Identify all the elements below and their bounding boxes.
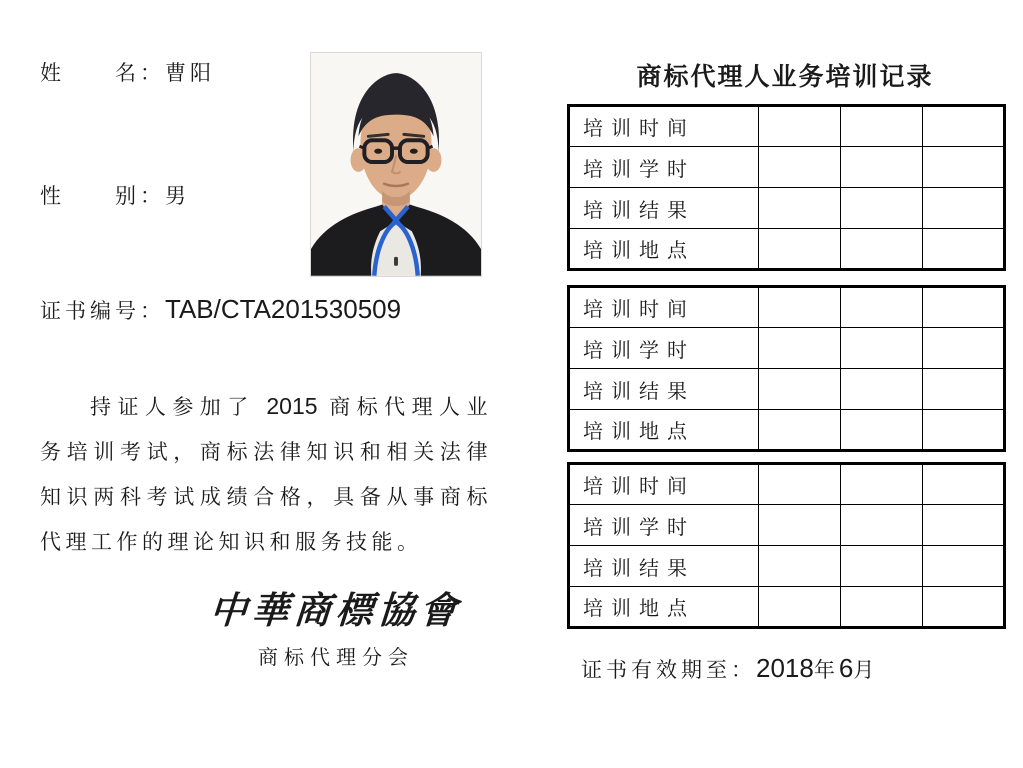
name-label: 姓 名：	[40, 61, 165, 85]
row-label-result: 培训结果	[569, 546, 759, 587]
empty-cell	[923, 147, 1005, 188]
empty-cell	[759, 147, 841, 188]
table-row	[569, 410, 1005, 451]
empty-cell	[759, 410, 841, 451]
statement-part2: 商标代理人业务培训考试，商标法律知识和相关法律知识两科考试成绩合格，具备从事商标代理工作的理论知识和服务技能。	[40, 395, 493, 554]
certificate-number-value: TAB/CTA201530509	[165, 294, 402, 324]
empty-cell	[923, 369, 1005, 410]
empty-cell	[923, 410, 1005, 451]
row-label-result: 培训结果	[569, 188, 759, 229]
table-row	[569, 587, 1005, 628]
row-label-hours: 培训学时	[569, 147, 759, 188]
empty-cell	[841, 546, 923, 587]
training-table-3	[567, 462, 1006, 629]
certificate-number-row	[40, 294, 401, 325]
empty-cell	[841, 147, 923, 188]
validity-month-suffix: 月	[853, 658, 879, 682]
row-label-location: 培训地点	[569, 229, 759, 270]
validity-year: 2018	[756, 653, 814, 683]
empty-cell	[841, 188, 923, 229]
row-label-time: 培训时间	[569, 464, 759, 505]
empty-cell	[841, 369, 923, 410]
id-photo	[310, 52, 482, 277]
gender-label: 性 别：	[40, 184, 165, 208]
certification-statement	[40, 384, 492, 565]
empty-cell	[841, 505, 923, 546]
empty-cell	[841, 229, 923, 270]
validity-label: 证书有效期至：	[581, 658, 756, 682]
seal-branch-name: 商标代理分会	[258, 647, 414, 669]
table-row	[569, 328, 1005, 369]
eyebrow-left	[368, 134, 388, 136]
table-row	[569, 505, 1005, 546]
table-row	[569, 188, 1005, 229]
empty-cell	[923, 505, 1005, 546]
certificate-number-label: 证书编号：	[40, 299, 165, 323]
statement-year: 2015	[266, 393, 318, 419]
eye-left	[374, 149, 382, 154]
empty-cell	[923, 287, 1005, 328]
empty-cell	[759, 188, 841, 229]
empty-cell	[923, 328, 1005, 369]
empty-cell	[759, 229, 841, 270]
empty-cell	[841, 587, 923, 628]
seal-calligraphy: 中華商標協會	[208, 591, 464, 632]
table-row	[569, 369, 1005, 410]
empty-cell	[759, 328, 841, 369]
empty-cell	[923, 106, 1005, 147]
holder-gender-row	[40, 180, 190, 210]
validity-month: 6	[838, 653, 854, 683]
row-label-hours: 培训学时	[569, 505, 759, 546]
empty-cell	[759, 106, 841, 147]
table-row	[569, 229, 1005, 270]
eye-right	[410, 149, 418, 154]
row-label-result: 培训结果	[569, 369, 759, 410]
holder-name-row	[40, 57, 215, 87]
empty-cell	[759, 505, 841, 546]
empty-cell	[759, 464, 841, 505]
empty-cell	[923, 546, 1005, 587]
statement-part1: 持证人参加了	[90, 395, 267, 419]
empty-cell	[759, 546, 841, 587]
empty-cell	[759, 587, 841, 628]
empty-cell	[923, 229, 1005, 270]
row-label-location: 培训地点	[569, 587, 759, 628]
empty-cell	[841, 287, 923, 328]
empty-cell	[841, 410, 923, 451]
id-photo-illustration	[311, 53, 481, 276]
empty-cell	[759, 287, 841, 328]
table-row	[569, 546, 1005, 587]
training-table-1	[567, 104, 1006, 271]
name-value: 曹阳	[165, 61, 215, 85]
row-label-time: 培训时间	[569, 106, 759, 147]
gender-value: 男	[165, 184, 190, 208]
training-record-title: 商标代理人业务培训记录	[636, 63, 934, 91]
zipper-pull	[394, 257, 398, 266]
empty-cell	[923, 464, 1005, 505]
empty-cell	[923, 587, 1005, 628]
empty-cell	[841, 106, 923, 147]
empty-cell	[841, 464, 923, 505]
table-row	[569, 464, 1005, 505]
row-label-location: 培训地点	[569, 410, 759, 451]
table-row	[569, 106, 1005, 147]
association-seal	[186, 580, 486, 670]
row-label-time: 培训时间	[569, 287, 759, 328]
empty-cell	[923, 188, 1005, 229]
eyebrow-right	[404, 134, 424, 136]
table-row	[569, 287, 1005, 328]
validity-row	[581, 653, 878, 684]
row-label-hours: 培训学时	[569, 328, 759, 369]
empty-cell	[759, 369, 841, 410]
training-table-2	[567, 285, 1006, 452]
empty-cell	[841, 328, 923, 369]
table-row	[569, 147, 1005, 188]
validity-year-suffix: 年	[813, 658, 839, 682]
